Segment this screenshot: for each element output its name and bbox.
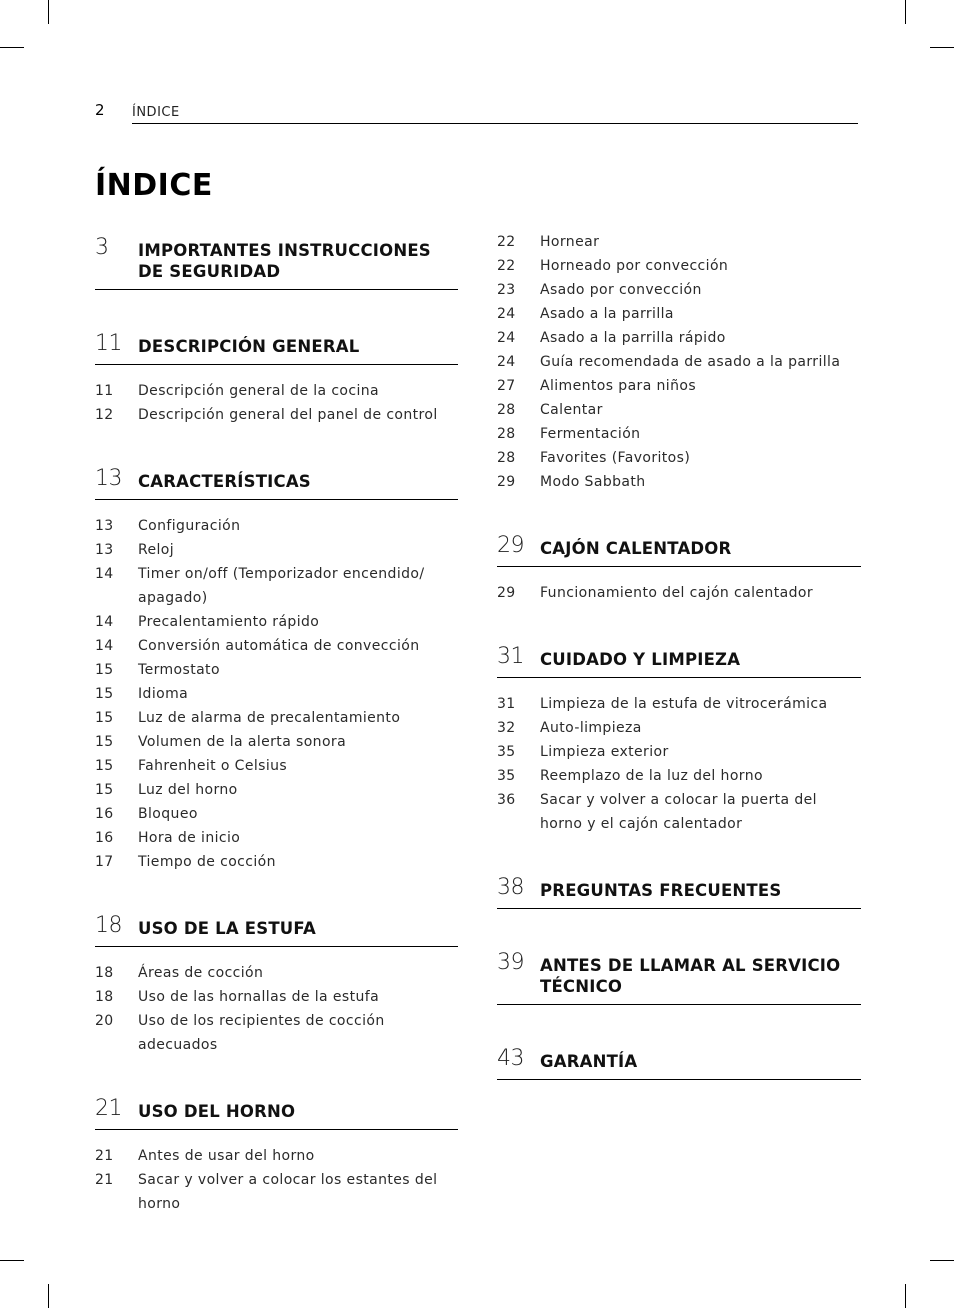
toc-section-title: CUIDADO Y LIMPIEZA [540,650,741,669]
toc-section-heading[interactable] [497,872,861,909]
toc-entry-page: 28 [497,402,516,418]
toc-entry-text: Luz de alarma de precalentamiento [138,710,401,726]
toc-entry-text: Calentar [540,402,603,418]
toc-entry-page: 35 [497,744,516,760]
toc-entry-page: 11 [95,383,114,399]
toc-section-title: ANTES DE LLAMAR AL SERVICIO TÉCNICO [540,956,841,996]
toc-entry-text: Hornear [540,234,600,250]
toc-entry-page: 32 [497,720,516,736]
toc-section-page: 38 [497,875,524,900]
toc-entry-text: Fahrenheit o Celsius [138,758,288,774]
section-spacer [95,1057,458,1093]
crop-mark [48,0,49,24]
toc-entry-page: 15 [95,782,114,798]
toc-section [497,1043,861,1080]
toc-entry[interactable] [497,422,861,446]
toc-entry-page: 15 [95,686,114,702]
header-rule [132,123,858,124]
toc-section [497,641,861,836]
toc-section-page: 21 [95,1096,122,1121]
toc-entry[interactable] [95,634,458,658]
toc-entry[interactable] [95,706,458,730]
toc-section [95,463,458,874]
toc-entry-page: 12 [95,407,114,423]
toc-entry-page: 21 [95,1148,114,1164]
toc-entry-page: 24 [497,330,516,346]
toc-section-title: DESCRIPCIÓN GENERAL [138,337,360,356]
crop-mark [0,47,24,48]
toc-section [497,530,861,605]
toc-section-heading[interactable] [497,530,861,567]
section-spacer [95,874,458,910]
toc-entry-text: Limpieza de la estufa de vitrocerámica [540,696,828,712]
toc-entry-page: 14 [95,638,114,654]
toc-section-title: IMPORTANTES INSTRUCCIONES DE SEGURIDAD [138,241,431,281]
toc-entry-page: 23 [497,282,516,298]
toc-entry-text: Reemplazo de la luz del horno [540,768,763,784]
toc-entry-page: 28 [497,426,516,442]
toc-section-page: 3 [95,235,109,260]
toc-entry-text: Asado por convección [540,282,702,298]
section-spacer [497,1019,861,1043]
toc-entry[interactable] [95,826,458,850]
page-number: 2 [95,101,105,119]
toc-entry[interactable] [497,374,861,398]
toc-section-heading[interactable] [95,232,458,290]
toc-right-column [497,232,861,1094]
toc-entry[interactable] [95,850,458,874]
toc-entry-text: Luz del horno [138,782,238,798]
toc-entry-page: 18 [95,989,114,1005]
toc-entry-text: Bloqueo [138,806,198,822]
toc-entry-page: 15 [95,710,114,726]
crop-mark [905,1284,906,1308]
toc-entry-page: 22 [497,258,516,274]
toc-entry-page: 16 [95,806,114,822]
toc-entry[interactable] [497,254,861,278]
toc-section [497,872,861,909]
toc-section-heading[interactable] [497,1043,861,1080]
toc-entry-page: 22 [497,234,516,250]
toc-entry[interactable] [95,778,458,802]
toc-section [95,1093,458,1216]
crop-mark [905,0,906,24]
toc-entry-text: Idioma [138,686,189,702]
toc-entry[interactable] [95,754,458,778]
toc-entry[interactable] [497,350,861,374]
toc-section-heading[interactable] [497,947,861,1005]
toc-entry-page: 17 [95,854,114,870]
toc-entry-page: 29 [497,474,516,490]
section-spacer [95,304,458,328]
toc-entry[interactable] [95,514,458,538]
toc-entry-page: 35 [497,768,516,784]
toc-entry-page: 15 [95,734,114,750]
toc-entry[interactable] [95,985,458,1009]
toc-entry-text: Uso de los recipientes de cocción adecuados [138,1013,385,1053]
toc-entry-text: Favorites (Favoritos) [540,450,691,466]
toc-entry-page: 13 [95,518,114,534]
toc-section-title: CAJÓN CALENTADOR [540,539,732,558]
toc-section-page: 11 [95,331,122,356]
toc-entry[interactable] [497,692,861,716]
toc-entry-page: 24 [497,354,516,370]
running-header-title: ÍNDICE [132,105,180,120]
toc-entry-text: Uso de las hornallas de la estufa [138,989,380,1005]
toc-entry[interactable] [95,562,458,610]
toc-entry-text: Hora de inicio [138,830,241,846]
toc-entry[interactable] [95,682,458,706]
toc-section-page: 31 [497,644,524,669]
toc-entry-page: 14 [95,566,114,582]
toc-entry-text: Volumen de la alerta sonora [138,734,347,750]
toc-section-page: 29 [497,533,524,558]
toc-entry-text: Funcionamiento del cajón calentador [540,585,813,601]
toc-entry[interactable] [95,1168,458,1216]
crop-mark [48,1284,49,1308]
toc-section-title: GARANTÍA [540,1052,638,1071]
toc-entry[interactable] [95,658,458,682]
toc-entry-page: 18 [95,965,114,981]
toc-continued-entries [497,230,861,494]
toc-entry[interactable] [497,326,861,350]
toc-section-title: PREGUNTAS FRECUENTES [540,881,782,900]
toc-entry-text: Descripción general del panel de control [138,407,438,423]
toc-entry[interactable] [497,788,861,836]
toc-entry-text: Termostato [138,662,220,678]
toc-entry[interactable] [497,398,861,422]
toc-section [95,910,458,1057]
toc-section-page: 18 [95,913,122,938]
toc-entry-page: 27 [497,378,516,394]
toc-entry-page: 28 [497,450,516,466]
toc-entry-text: Horneado por convección [540,258,729,274]
section-spacer [497,836,861,872]
crop-mark [930,1260,954,1261]
toc-entry-text: Sacar y volver a colocar la puerta del horno y el cajón calentador [540,792,817,832]
toc-entry[interactable] [497,446,861,470]
toc-entry[interactable] [497,716,861,740]
toc-section-heading[interactable] [95,463,458,500]
toc-entry-page: 16 [95,830,114,846]
toc-entry-text: Conversión automática de convección [138,638,420,654]
toc-entry[interactable] [497,278,861,302]
toc-entry[interactable] [497,230,861,254]
toc-entry-text: Auto-limpieza [540,720,642,736]
toc-entry-page: 29 [497,585,516,601]
crop-mark [930,47,954,48]
toc-left-column [95,232,458,1216]
toc-entry-text: Modo Sabbath [540,474,646,490]
toc-entry-text: Tiempo de cocción [138,854,276,870]
toc-entry-text: Áreas de cocción [138,965,264,981]
toc-section [95,328,458,427]
toc-entry-text: Guía recomendada de asado a la parrilla [540,354,841,370]
toc-entry-text: Reloj [138,542,175,558]
toc-entry[interactable] [95,610,458,634]
toc-entry-text: Alimentos para niños [540,378,697,394]
toc-entry-page: 20 [95,1013,114,1029]
toc-entry[interactable] [95,961,458,985]
section-spacer [497,494,861,530]
toc-entry[interactable] [95,379,458,403]
toc-entry-page: 21 [95,1172,114,1188]
toc-entry-text: Asado a la parrilla rápido [540,330,726,346]
toc-entry-page: 14 [95,614,114,630]
section-spacer [497,923,861,947]
toc-entry-text: Fermentación [540,426,641,442]
toc-section-page: 43 [497,1046,524,1071]
toc-section-heading[interactable] [497,641,861,678]
toc-entry[interactable] [95,1144,458,1168]
toc-entry[interactable] [95,538,458,562]
toc-entry-page: 15 [95,758,114,774]
toc-section-page: 13 [95,466,122,491]
crop-mark [0,1260,24,1261]
toc-entry[interactable] [497,581,861,605]
toc-section [497,947,861,1005]
toc-entry-text: Descripción general de la cocina [138,383,380,399]
section-spacer [497,605,861,641]
toc-entry-page: 13 [95,542,114,558]
toc-entry[interactable] [497,470,861,494]
toc-entry-page: 31 [497,696,516,712]
section-spacer [95,427,458,463]
toc-entry-text: Precalentamiento rápido [138,614,320,630]
toc-entry[interactable] [95,802,458,826]
toc-entry-text: Antes de usar del horno [138,1148,315,1164]
toc-section-title: USO DEL HORNO [138,1102,296,1121]
toc-entry-text: Sacar y volver a colocar los estantes del horno [138,1172,438,1212]
toc-section-heading[interactable] [95,328,458,365]
toc-entry-page: 36 [497,792,516,808]
toc-entry-text: Timer on/off (Temporizador encendido/ apagado) [138,566,425,606]
toc-entry-text: Configuración [138,518,241,534]
toc-entry-page: 15 [95,662,114,678]
toc-section-title: CARACTERÍSTICAS [138,472,311,491]
toc-entry[interactable] [95,1009,458,1057]
toc-section-heading[interactable] [95,910,458,947]
toc-entry[interactable] [95,403,458,427]
toc-section-heading[interactable] [95,1093,458,1130]
toc-entry-text: Asado a la parrilla [540,306,674,322]
toc-section [95,232,458,290]
toc-entry-text: Limpieza exterior [540,744,669,760]
toc-entry[interactable] [95,730,458,754]
toc-entry[interactable] [497,764,861,788]
toc-entry[interactable] [497,302,861,326]
toc-entry[interactable] [497,740,861,764]
toc-section-page: 39 [497,950,524,975]
toc-entry-page: 24 [497,306,516,322]
toc-section-title: USO DE LA ESTUFA [138,919,316,938]
page-title: ÍNDICE [95,168,213,203]
